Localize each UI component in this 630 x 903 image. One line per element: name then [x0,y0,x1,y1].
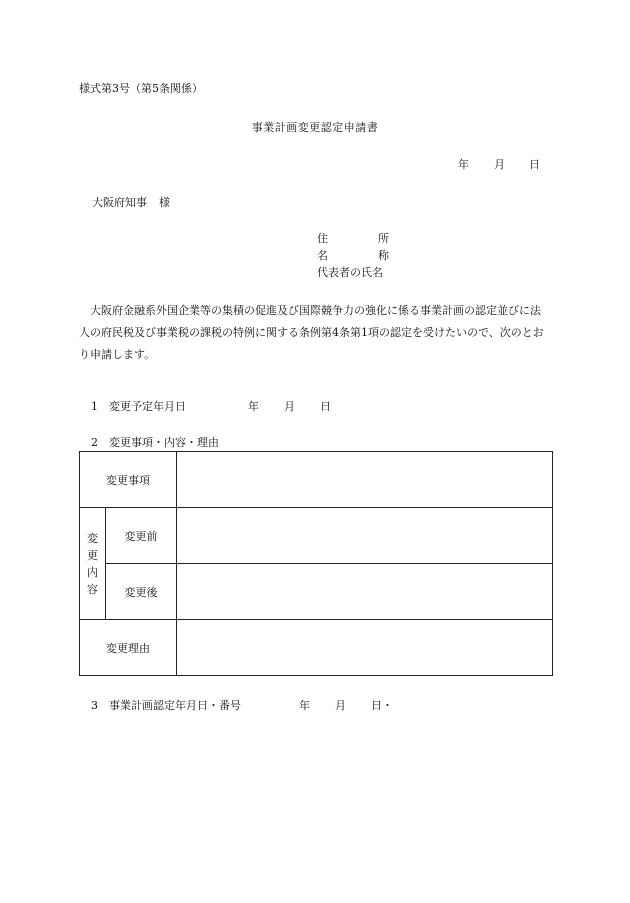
change-details-table [79,451,553,676]
date-month: 月 [494,158,505,171]
item-approval-label: 3 事業計画認定年月日・番号 [91,699,241,712]
item-change-date-day: 日 [320,400,331,413]
document-title: 事業計画変更認定申請書 [251,121,379,134]
application-statement: 大阪府金融系外国企業等の集積の促進及び国際競争力の強化に係る事業計画の認定並びに法人の府民税及び事業税の課税の特例に関する条例第4条第1項の認定を受けたいので、次のとおり申請します。 [79,304,544,361]
applicant-block [317,230,389,281]
addressee [92,194,170,210]
table-row [80,452,553,508]
item-approval-month: 月 [335,699,346,712]
change-reason-field[interactable] [177,620,553,676]
item-approval-year: 年 [299,699,310,712]
change-reason-label: 変更理由 [80,620,177,676]
item-approval-date-number [91,697,393,713]
addressee-honorific: 様 [159,196,170,209]
change-item-field[interactable] [177,452,553,508]
form-number: 様式第3号（第5条関係） [79,82,203,95]
company-name-label: 名 称 [317,249,389,262]
item-change-date-year: 年 [248,400,259,413]
item-approval-day-number: 日・ [371,699,393,712]
item-change-date-label: 1 変更予定年月日 [91,400,186,413]
representative-label: 代表者の氏名 [317,266,383,279]
addressee-name: 大阪府知事 [92,196,147,209]
application-date [458,156,540,172]
change-content-label: 変 更 内 容 [80,508,106,620]
table-row [80,620,553,676]
table-row [80,508,553,564]
after-change-field[interactable] [177,564,553,620]
after-change-label: 変更後 [106,564,177,620]
date-year: 年 [458,158,469,171]
address-label: 住 所 [317,232,389,245]
table-row [80,564,553,620]
item-change-date-month: 月 [284,400,295,413]
date-day: 日 [529,158,540,171]
item-change-date [91,398,331,414]
item-change-details: 2 変更事項・内容・理由 [91,436,219,449]
before-change-label: 変更前 [106,508,177,564]
before-change-field[interactable] [177,508,553,564]
change-item-label: 変更事項 [80,452,177,508]
